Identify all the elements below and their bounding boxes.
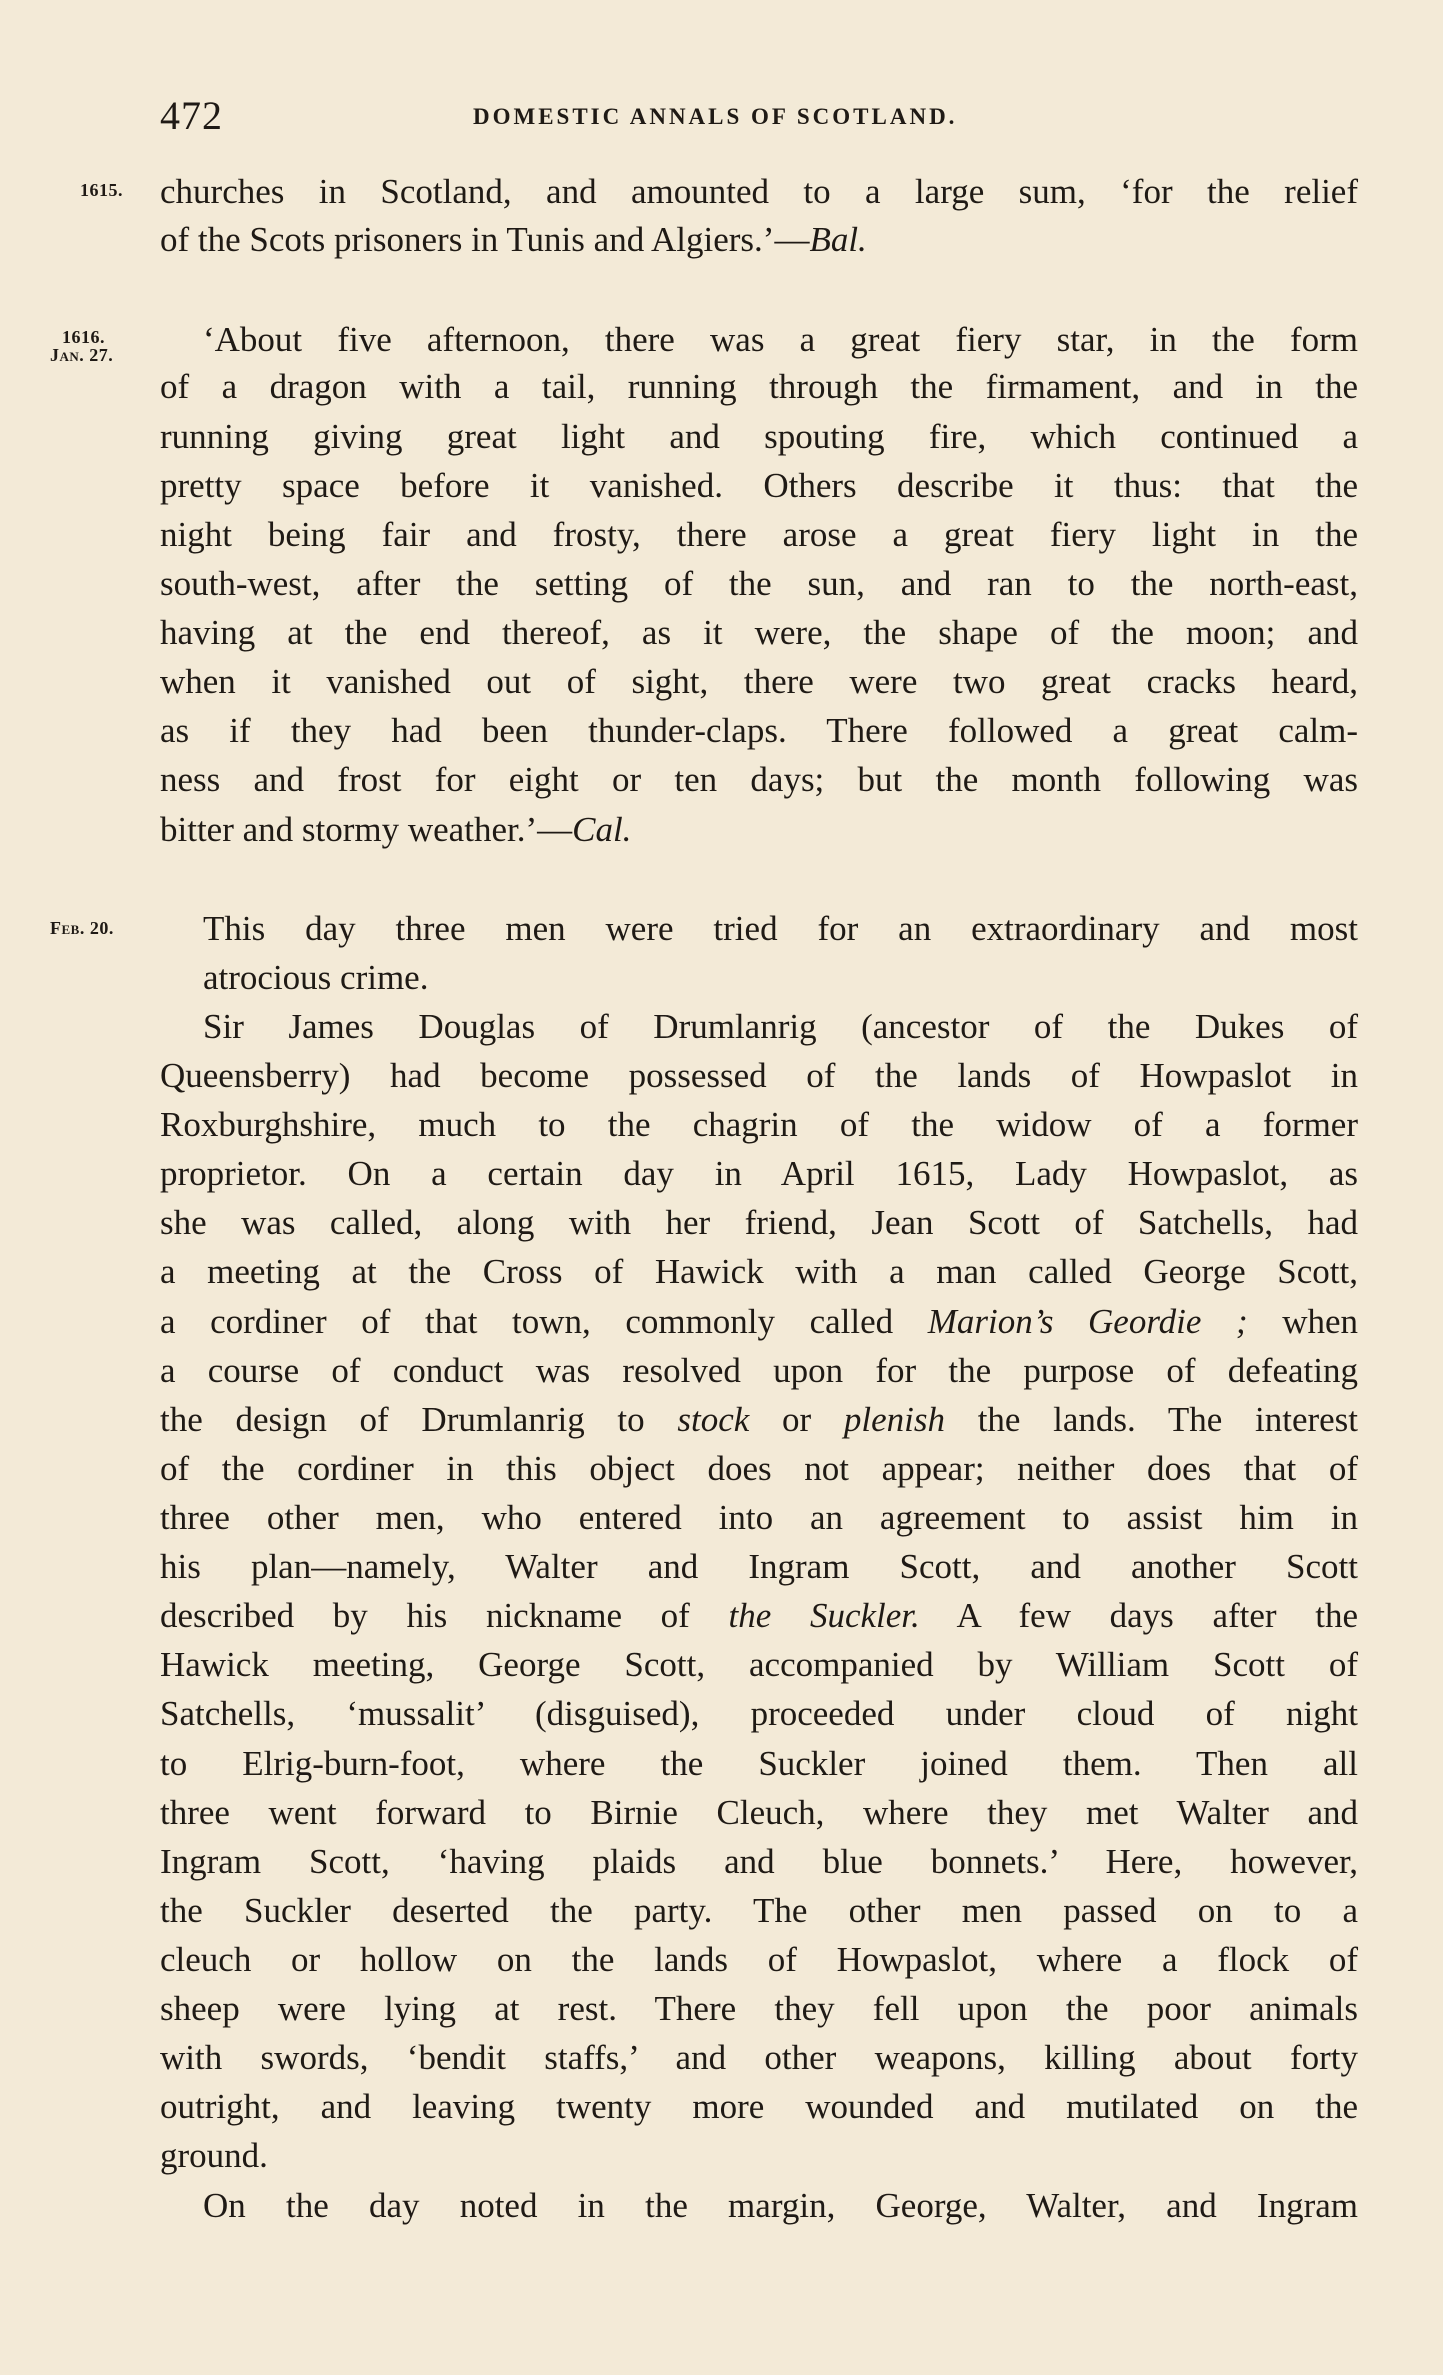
text-span: cleuch or hollow on the lands of Howpaslot, where a flock of (160, 1940, 1358, 1979)
text-span: running giving great light and spouting fire, which continued a (160, 417, 1358, 456)
text-span: ‘About five afternoon, there was a great fiery star, in the form (203, 320, 1358, 359)
text-span: ness and frost for eight or ten days; but the month following was (160, 760, 1358, 799)
text-span: his plan—namely, Walter and Ingram Scott, and another Scott (160, 1547, 1358, 1586)
text-line (160, 1300, 1358, 1344)
margin-year: 1616. (62, 327, 105, 347)
text-line (160, 1545, 1358, 1589)
text-line (160, 464, 1358, 508)
margin-date-1616 (50, 328, 113, 364)
text-span: pretty space before it vanished. Others describe it thus: that the (160, 466, 1358, 505)
text-line (160, 808, 960, 852)
text-span: she was called, along with her friend, Jean Scott of Satchells, had (160, 1203, 1358, 1242)
text-span: Roxburghshire, much to the chagrin of the widow of a former (160, 1105, 1358, 1144)
text-span: having at the end thereof, as it were, the shape of the moon; and (160, 613, 1358, 652)
text-line (160, 2085, 1358, 2129)
text-span: This day three men were tried for an extraordinary and most (203, 909, 1358, 948)
text-span: the design of Drumlanrig to (160, 1400, 678, 1439)
text-span: of the cordiner in this object does not appear; neither does that of (160, 1449, 1358, 1488)
text-line (160, 1987, 1358, 2031)
italic-span: plenish (843, 1400, 945, 1439)
page-header (160, 92, 1360, 142)
text-span: as if they had been thunder-claps. There followed a great calm- (160, 711, 1358, 750)
text-span: Satchells, ‘mussalit’ (disguised), proceeded under cloud of night (160, 1694, 1358, 1733)
italic-span: Marion’s Geordie ; (927, 1302, 1248, 1341)
text-line (160, 170, 1358, 214)
text-span: atrocious crime. (203, 958, 429, 997)
text-line (160, 709, 1358, 753)
text-span: a cordiner of that town, commonly called (160, 1302, 928, 1341)
italic-span: stock (677, 1400, 750, 1439)
text-line (160, 2036, 1358, 2080)
text-span: Queensberry) had become possessed of the lands of Howpaslot in (160, 1056, 1358, 1095)
italic-span: the Suckler. (728, 1596, 920, 1635)
text-span: sheep were lying at rest. There they fell upon the poor animals (160, 1989, 1358, 2028)
text-span: with swords, ‘bendit staffs,’ and other weapons, killing about forty (160, 2038, 1358, 2077)
running-title: DOMESTIC ANNALS OF SCOTLAND. (473, 104, 958, 129)
text-span: bitter and stormy weather.’— (160, 810, 573, 849)
text-line (203, 1005, 1358, 1049)
text-line (160, 1250, 1358, 1294)
margin-date-1615: 1615. (80, 180, 123, 200)
text-span: three other men, who entered into an agreement to assist him in (160, 1498, 1358, 1537)
text-line (160, 218, 1060, 262)
text-span: south-west, after the setting of the sun, and ran to the north-east, (160, 564, 1358, 603)
text-line (160, 1840, 1358, 1884)
text-line (160, 365, 1358, 409)
text-line (160, 1692, 1358, 1736)
text-span: A few days after the (919, 1596, 1359, 1635)
text-line (160, 1103, 1358, 1147)
text-span: three went forward to Birnie Cleuch, where they met Walter and (160, 1793, 1358, 1832)
text-span: Sir James Douglas of Drumlanrig (ancestor of the Dukes of (203, 1007, 1358, 1046)
text-line (203, 956, 803, 1000)
text-line (203, 318, 1358, 362)
text-line (160, 2134, 560, 2178)
text-line (160, 1152, 1358, 1196)
text-line (160, 415, 1358, 459)
text-line (203, 907, 1358, 951)
text-span: On the day noted in the margin, George, Walter, and Ingram (203, 2186, 1358, 2225)
margin-day: Jan. 27. (50, 345, 114, 365)
text-line (160, 1447, 1358, 1491)
text-span: a course of conduct was resolved upon for the purpose of defeating (160, 1351, 1358, 1390)
text-span: of the Scots prisoners in Tunis and Algiers.’— (160, 220, 810, 259)
margin-date-feb-20: Feb. 20. (50, 918, 114, 938)
text-span: when it vanished out of sight, there were two great cracks heard, (160, 662, 1358, 701)
text-span: a meeting at the Cross of Hawick with a man called George Scott, (160, 1252, 1358, 1291)
text-span: the lands. The interest (944, 1400, 1359, 1439)
text-line (160, 611, 1358, 655)
text-line (160, 1201, 1358, 1245)
text-span: outright, and leaving twenty more wounded and mutilated on the (160, 2087, 1358, 2126)
text-span: of a dragon with a tail, running through the firmament, and in the (160, 367, 1358, 406)
text-line (203, 2184, 1358, 2228)
text-line (160, 1349, 1358, 1393)
text-line (160, 1398, 1358, 1442)
text-span: or (749, 1400, 844, 1439)
text-span: proprietor. On a certain day in April 1615, Lady Howpaslot, as (160, 1154, 1358, 1193)
text-line (160, 1594, 1358, 1638)
italic-span: Bal. (809, 220, 867, 259)
text-line (160, 1791, 1358, 1835)
text-span: to Elrig-burn-foot, where the Suckler joined them. Then all (160, 1744, 1358, 1783)
text-span: when (1247, 1302, 1359, 1341)
text-span: night being fair and frosty, there arose a great fiery light in the (160, 515, 1358, 554)
text-line (160, 562, 1358, 606)
text-line (160, 1742, 1358, 1786)
italic-span: Cal. (572, 810, 632, 849)
text-span: described by his nickname of (160, 1596, 729, 1635)
text-line (160, 1643, 1358, 1687)
text-line (160, 1889, 1358, 1933)
text-span: churches in Scotland, and amounted to a large sum, ‘for the relief (160, 172, 1358, 211)
text-span: Ingram Scott, ‘having plaids and blue bonnets.’ Here, however, (160, 1842, 1358, 1881)
text-line (160, 1496, 1358, 1540)
text-span: Hawick meeting, George Scott, accompanied by William Scott of (160, 1645, 1358, 1684)
text-line (160, 1938, 1358, 1982)
text-line (160, 1054, 1358, 1098)
page-number: 472 (160, 93, 223, 138)
text-line (160, 660, 1358, 704)
text-span: the Suckler deserted the party. The other men passed on to a (160, 1891, 1358, 1930)
text-line (160, 513, 1358, 557)
text-line (160, 758, 1358, 802)
text-span: ground. (160, 2136, 268, 2175)
